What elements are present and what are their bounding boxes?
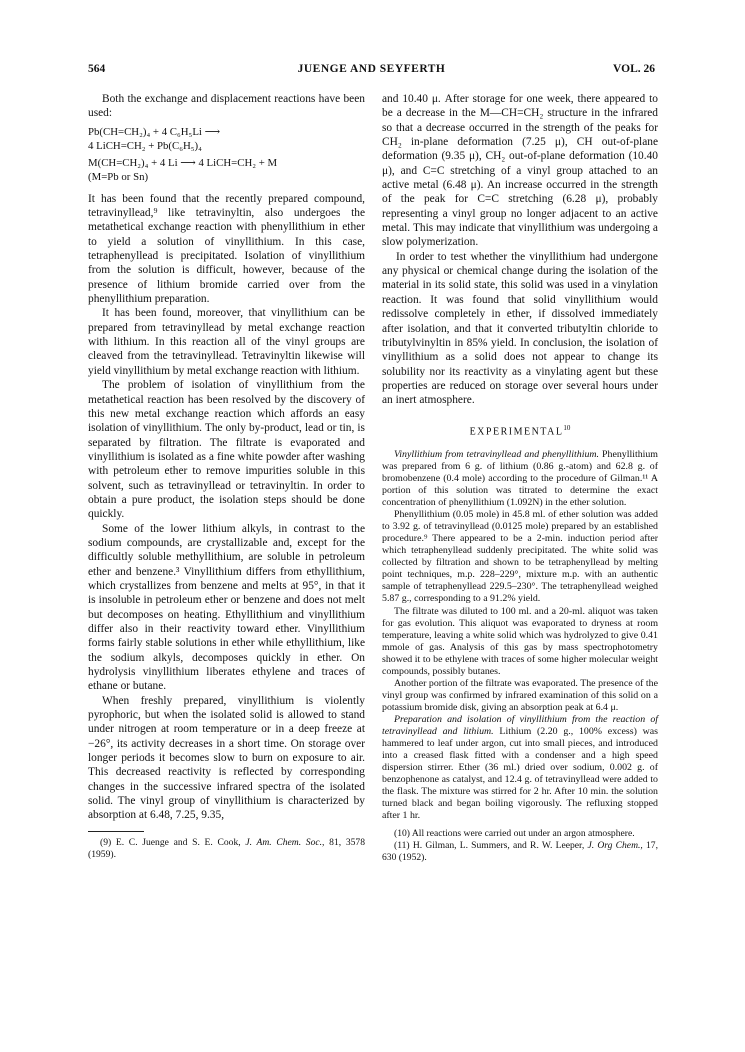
- paragraph-tetravinyllead: It has been found that the recently prepared compound, tetravinyllead,⁹ like tetravinyltin, also undergoes the metathetical exchange reaction with phenyllithium in ether to yield a solution of vinyllithium. In this case, tetraphenyllead is precipitated. Isolation of vinyllithium from the solution is difficult, however, because of the presence of lithium bromide carried over from the phenyllithium preparation.: [88, 192, 365, 306]
- equation-1-line-2: 4 LiCH=CH₂ + Pb(C₆H₅)₄: [88, 139, 202, 152]
- reaction-equations: [88, 125, 365, 184]
- experimental-paragraph-3: The filtrate was diluted to 100 ml. and a 20-ml. aliquot was taken for gas evolution. This aliquot was evaporated to dryness at room temperature, leaving a white solid which was hydrolyzed to give 0.41 mmole of gas. Analysis of this gas by mass spectrophotometry showed it to be ethylene with traces of some higher molecular weight compounds, possibly butanes.: [382, 605, 658, 677]
- running-header: [88, 63, 655, 79]
- experimental-paragraph-4: Another portion of the filtrate was evaporated. The presence of the vinyl group was confirmed by infrared examination of this solid on a potassium bromide disk, giving an absorption peak at 6.4 μ.: [382, 677, 658, 713]
- footnote-10: (10) All reactions were carried out under an argon atmosphere.: [394, 828, 635, 840]
- equation-2-line-1: M(CH=CH₂)₄ + 4 Li ⟶ 4 LiCH=CH₂ + M: [88, 156, 278, 169]
- footnote-9: (9) E. C. Juenge and S. E. Cook, J. Am. Chem. Soc., 81, 3578 (1959).: [88, 836, 366, 860]
- left-column: [88, 92, 365, 861]
- paragraph-metal-exchange: It has been found, moreover, that vinyllithium can be prepared from tetravinyllead by metal exchange reaction with lithium. In this reaction all of the vinyl groups are cleaved from the tetravinyllead. Tetravinyltin likewise will yield vinyllithium by metal exchange reaction with lithium.: [88, 307, 365, 377]
- paragraph-isolation: The problem of isolation of vinyllithium from the metathetical reaction has been resolved by the discovery of this new metal exchange reaction which affords an easy isolation of vinyllithium. The only by-product, lead or tin, is separated by filtration. The filtrate is evaporated and vinyllithium is isolated as a fine white powder after washing with petroleum ether to remove impurities soluble in this solvent, such as tetravinyllead or tetravinyltin. In order to obtain a pure product, the isolation steps should be done quickly.: [88, 379, 365, 521]
- page-number: 564: [88, 63, 106, 75]
- experimental-paragraph-1: Vinyllithium from tetravinyllead and phenyllithium. Phenyllithium was prepared from 6 g. of lithium (0.86 g.-atom) and 62.8 g. of bromobenzene (0.4 mole) according to the procedure of Gilman.¹¹ A portion of this solution was titrated to determine the exact concentration of phenyllithium (1.092N) in the ether solution.: [382, 448, 658, 509]
- paragraph-pyrophoric: When freshly prepared, vinyllithium is violently pyrophoric, but when the isolated solid is allowed to stand under nitrogen at room temperature or in a deep freeze at −26°, its activity decreases in a short time. On storage over longer periods it becomes slow to burn on exposure to air. This decreased reactivity is reflected by corresponding changes in the successive infrared spectra of the isolated solid. The vinyl group of vinyllithium is characterized by absorption at 6.48, 7.25, 9.35,: [88, 694, 365, 822]
- paragraph-intro: Both the exchange and displacement reactions have been used:: [88, 93, 365, 120]
- paragraph-lithium-alkyls: Some of the lower lithium alkyls, in contrast to the sodium compounds, are crystallizable and, except for the difficultly soluble methyllithium, are soluble in petroleum ether and benzene.³ Vinyllithium differs from ethyllithium, which crystallizes from benzene and melts at 95°, in that it is insoluble in petroleum ether or benzene and does not melt but decomposes on heating. Ethyllithium and vinyllithium differ also in their reactivity toward ether. Vinyllithium forms fairly stable solutions in ether while ethyllithium, like the sodium alkyls, decomposes quickly in ether. On hydrolysis vinyllithium liberates ethylene and traces of ethane or butane.: [88, 522, 365, 693]
- running-title: JUENGE AND SEYFERTH: [297, 63, 446, 75]
- equation-1-line-1: Pb(CH=CH₂)₄ + 4 C₆H₅Li ⟶: [88, 125, 221, 138]
- section-heading-experimental: EXPERIMENTAL$^{10}$: [469, 423, 571, 437]
- volume-label: VOL. 26: [613, 63, 655, 75]
- footnote-rule: [88, 831, 144, 832]
- equation-2-line-2: (M=Pb or Sn): [88, 170, 149, 183]
- footnote-11: (11) H. Gilman, L. Summers, and R. W. Leeper, J. Org Chem., 17, 630 (1952).: [382, 840, 658, 864]
- right-column: [382, 92, 658, 864]
- paragraph-vinylation-test: In order to test whether the vinyllithium had undergone any physical or chemical change during the isolation of the material in its solid state, this solid was used in a vinylation reaction. It was found that solid vinyllithium would redissolve completely in ether, if dissolved immediately after isolation, and that it converted tributyltin chloride to tributylvinyltin in 85% yield. In conclusion, the isolation of vinyllithium as a solid does not appear to change its solubility nor its reactivity as a vinylating agent but these properties are reduced on storage over several hours under an inert atmosphere.: [382, 250, 658, 407]
- paragraph-infrared: and 10.40 μ. After storage for one week, there appeared to be a decrease in the M—CH=CH₂ structure in the infrared so that a decrease occurred in the strength of the peaks for CH₂ in-plane deformation (7.25 μ), CH out-of-plane deformation (9.35 μ), CH₂ out-of-plane deformation (10.40 μ), and C=C stretching of a vinyl group attached to an active metal (6.48 μ). An increase occurred in the strength of the peak for C=C stretching (6.28 μ), probably representing a vinyl group no longer adjacent to an active metal. This may indicate that vinyllithium was undergoing a slow polymerization.: [382, 93, 658, 249]
- experimental-paragraph-2: Phenyllithium (0.05 mole) in 45.8 ml. of ether solution was added to 3.92 g. of tetravinyllead (0.0125 mole) prepared by an established procedure.⁹ There appeared to be a 2-min. induction period after which tetraphenyllead suddenly precipitated. The white solid was collected by filtration and shown to be tetraphenyllead by melting point techniques, m.p. 228–229°, mixture m.p. with an authentic sample of tetraphenyllead 229.5–230°. The tetraphenyllead weighed 5.87 g., corresponding to a 91.2% yield.: [382, 509, 658, 605]
- experimental-paragraph-5: Preparation and isolation of vinyllithium from the reaction of tetravinyllead and lithium. Lithium (2.20 g., 100% excess) was hammered to leaf under argon, cut into small pieces, and introduced into a creased flask fitted with a condenser and a high speed dispersion stirrer. Ether (36 ml.) dried over sodium, 0.002 g. of benzophenone as catalyst, and 12.4 g. of tetravinyllead were added to the flask. The mixture was stirred for 2 hr. After 10 min. the solution turned black and began boiling vigorously. The refluxing stopped after 1 hr.: [382, 713, 658, 822]
